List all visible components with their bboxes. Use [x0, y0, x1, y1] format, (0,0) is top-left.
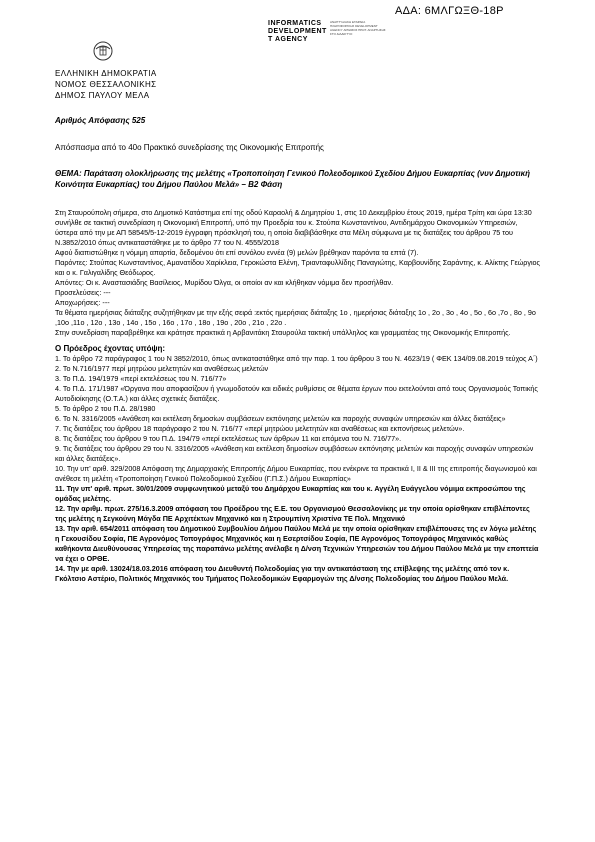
list-item: 10. Την υπ' αριθ. 329/2008 Απόφαση της Δημαρχιακής Επιτροπής Δήμου Ευκαρπίας, που ενέκρινε τα πρακτικά Ι, ΙΙ & ΙΙΙ της επιτροπής διαγωνισμού και ανέθεσε τη μελέτη «Τροποποίηση Γενικού Πολεοδομικού Σχεδίου (Γ.Π.Σ.) Δήμου Ευκαρπίας»	[55, 464, 537, 483]
section-title: Ο Πρόεδρος έχοντας υπόψη:	[55, 344, 166, 353]
ada-code: ΑΔΑ: 6ΜΛΓΩΞΘ-18Ρ	[395, 5, 504, 17]
diavgeia-line: T AGENCY	[268, 36, 308, 43]
intro-paragraph: Αποχωρήσεις: ---	[55, 298, 110, 307]
intro-paragraph: Στην συνεδρίαση παραβρέθηκε και κράτησε πρακτικά η Αρβανιτάκη Σταυρούλα τακτική υπάλληλος και γραμματέας της Οικονομικής Επιτροπής.	[55, 328, 511, 337]
intro-paragraph: Αφού διαπιστώθηκε η νόμιμη απαρτία, δεδομένου ότι επί συνόλου εννέα (9) μελών βρέθηκαν παρόντα τα επτά (7).	[55, 248, 419, 257]
header-line: ΕΛΛΗΝΙΚΗ ΔΗΜΟΚΡΑΤΙΑ	[55, 69, 157, 78]
document-body	[55, 208, 540, 584]
list-item: 7. Τις διατάξεις του άρθρου 18 παράγραφο 2 του Ν. 716/77 «περί μητρώου μελετητών και αναθέσεως και εκπονήσεως μελετών».	[55, 424, 465, 433]
list-item: 5. Το άρθρο 2 του Π.Δ. 28/1980	[55, 404, 156, 413]
intro-paragraph: Παρόντες: Στούπας Κωνσταντίνος, Αμανατίδου Χαρίκλεια, Γεροκώστα Ελένη, Τριανταφυλλίδης Παναγιώτης, Καρβουνίδης Σαράντης, κ. Αλίκτης Γεώργιος και ο κ. Γαλιγαλίδης Θεόδωρος.	[55, 258, 541, 277]
header-line: ΔΗΜΟΣ ΠΑΥΛΟΥ ΜΕΛΑ	[55, 91, 150, 100]
list-item: 4. Το Π.Δ. 171/1987 «Όργανα που αποφασίζουν ή γνωμοδοτούν και ειδικές ρυθμίσεις σε θέματα έργων που εκτελούνται από τους Οργανισμούς Τοπικής Αυτοδιοίκησης (Ο.Τ.Α.) και άλλες σχετικές διατάξεις.	[55, 384, 538, 403]
list-item: 8. Τις διατάξεις του άρθρου 9 του Π.Δ. 194/79 «περί εκτελέσεως των άρθρων 11 και επόμενα του Ν. 716/77».	[55, 434, 402, 443]
list-item: 2. Το Ν.716/1977 περί μητρώου μελετητών και αναθέσεως μελετών	[55, 364, 269, 373]
list-item: 11. Την υπ' αριθ. πρωτ. 30/01/2009 συμφωνητικού μεταξύ του Δημάρχου Ευκαρπίας και του κ. Αγγέλη Ευάγγελου νόμιμα εκπροσώπου της ομάδας μελέτης.	[55, 484, 526, 503]
list-item: 12. Την αριθμ. πρωτ. 275/16.3.2009 απόφαση του Προέδρου της Ε.Ε. του Οργανισμού Θεσσαλονίκης με την οποία ορίσθηκαν επιβλέποντες της μελέτης η Σεγκούνη Μάγδα ΠΕ Αρχιτέκτων Μηχανικό και η Στρουμπίνη Χριστίνα ΤΕ Πολ. Μηχανικό	[55, 504, 530, 523]
extract-line: Απόσπασμα από το 40ο Πρακτικό συνεδρίασης της Οικονομικής Επιτροπής	[55, 143, 324, 152]
subject: ΘΕΜΑ: Παράταση ολοκλήρωσης της μελέτης «Τροποποίηση Γενικού Πολεοδομικού Σχεδίου Δήμου Ευκαρπίας (νυν Δημοτική Κοινότητα Ευκαρπίας) του Δήμου Παύλου Μελά» – Β2 Φάση	[55, 169, 531, 189]
diavgeia-line: INFORMATICS	[268, 20, 322, 27]
list-item: 13. Την αριθ. 654/2011 απόφαση του Δημοτικού Συμβουλίου Δήμου Παύλου Μελά με την οποία ορίσθηκαν επιβλέπουσες της εν λόγω μελέτης η Γεκουσίδου Σοφία, ΠΕ Αγρονόμος Τοπογράφος Μηχανικός και η Εσερτσίδου Σοφία, ΠΕ Αγρονόμος Τοπογράφος Μηχανικός καθώς καθήκοντα Διευθύνουσας Υπηρεσίας της παραπάνω μελέτης ανέλαβε η Δ/νση Τεχνικών Υπηρεσιών του Δήμου Παύλου Μελά με την εποπτεία να έχει ο ΟΡΘΕ.	[55, 524, 539, 563]
decision-number: Αριθμός Απόφασης 525	[55, 116, 146, 125]
intro-paragraph: Στη Σταυρούπολη σήμερα, στο Δημοτικό Κατάστημα επί της οδού Καραολή & Δημητρίου 1, στις 10 Δεκεμβρίου έτους 2019, ημέρα Τρίτη και ώρα 13:30 συνήλθε σε τακτική συνεδρίαση η Οικονομική Επιτροπή, υπό την Προεδρία του κ. Στούπα Κωνσταντίνου, Αντιδημάρχου Οικονομικών Υπηρεσιών, ύστερα από την με ΑΠ 58545/5-12-2019 έγγραφη πρόσκλησή του, η οποία διαβιβάσθηκε στα Μέλη σύμφωνα με τις διατάξεις του άρθρου 75 του Ν.3852/2010 όπως αντικαταστάθηκε με το άρθρο 77 του Ν. 4555/2018	[55, 208, 532, 247]
greek-emblem-icon	[92, 40, 114, 62]
intro-paragraph: Προσελεύσεις: ---	[55, 288, 111, 297]
diavgeia-logo	[268, 20, 393, 62]
intro-paragraph: Απόντες: Οι κ. Αναστασιάδης Βασίλειος, Μυρίδου Όλγα, οι οποίοι αν και κλήθηκαν νόμιμα δεν προσήλθαν.	[55, 278, 394, 287]
diavgeia-small-text: ΑΝΑΠΤΥΞΙΑΚΗ ΕΤΑΙΡΕΙΑ ΠΛΗΡΟΦΟΡΙΚΗΣ DEVELOPMENT AGENCY ΑΡΙΘΜΟΣ ΠΡΩΤ. ΑΝΑΡΤΗΣΗΣ ΣΤΟ ΔΙΑΔΙΚΤΥΟ	[330, 20, 386, 36]
list-item: 1. Το άρθρο 72 παράγραφος 1 του Ν 3852/2010, όπως αντικαταστάθηκε από την παρ. 1 του άρθρου 3 του Ν. 4623/19 ( ΦΕΚ 134/09.08.2019 τεύχος Α΄)	[55, 354, 538, 363]
header-line: ΝΟΜΟΣ ΘΕΣΣΑΛΟΝΙΚΗΣ	[55, 80, 157, 89]
list-item: 6. Το Ν. 3316/2005 «Ανάθεση και εκτέλεση δημοσίων συμβάσεων εκπόνησης μελετών και παροχής συναφών υπηρεσιών και άλλες διατάξεις»	[55, 414, 506, 423]
list-item: 14. Την με αριθ. 13024/18.03.2016 απόφαση του Διευθυντή Πολεοδομίας για την αντικατάσταση της επίβλεψης της μελέτης από τον κ. Γκόλτσιο Αστέριο, Πολιτικός Μηχανικός του Τμήματος Πολεοδομικών Εφαρμογών της Δ/νσης Πολεοδομίας του Δήμου Παύλου Μελά.	[55, 564, 510, 583]
intro-paragraph: Τα θέματα ημερήσιας διάταξης συζητήθηκαν με την εξής σειρά :εκτός ημερήσιας διάταξης 1ο , ημερήσιας διάταξης 1ο , 2ο , 3ο , 4ο , 5ο , 6ο ,7ο , 8ο , 9ο ,10ο ,11ο , 12ο , 13ο , 14ο , 15ο , 16ο , 17ο , 18ο , 19ο , 20ο , 21ο , 22ο .	[55, 308, 536, 327]
issuer-header	[55, 68, 157, 101]
list-item: 9. Τις διατάξεις του άρθρου 29 του Ν. 3316/2005 «Ανάθεση και εκτέλεση δημοσίων συμβάσεων εκπόνησης μελετών και παροχής συναφών υπηρεσιών και άλλες διατάξεις».	[55, 444, 534, 463]
diavgeia-line: DEVELOPMENT	[268, 28, 327, 35]
list-item: 3. Το Π.Δ. 194/1979 «περί εκτελέσεως του Ν. 716/77»	[55, 374, 227, 383]
